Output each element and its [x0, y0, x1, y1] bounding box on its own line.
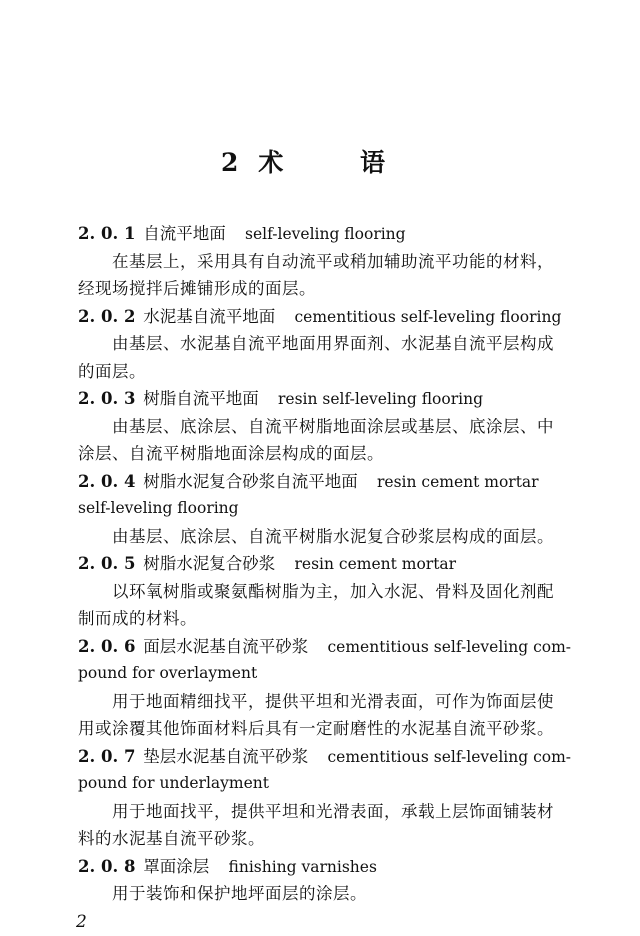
term-english-continued: self-leveling flooring: [78, 499, 239, 517]
term-number: 2. 0. 2: [78, 306, 136, 326]
term-definition-line: 由基层、水泥基自流平地面用界面剂、水泥基自流平层构成: [112, 334, 554, 353]
term-number: 2. 0. 6: [78, 636, 136, 656]
page-number: 2: [76, 912, 87, 932]
term-chinese: 树脂水泥复合砂浆自流平地面: [143, 471, 358, 491]
term-heading: [78, 853, 598, 881]
term-english: resin cement mortar: [294, 555, 457, 573]
term-english-continued: pound for underlayment: [78, 774, 269, 792]
chapter-title: [0, 146, 640, 180]
term-english: cementitious self-leveling flooring: [294, 307, 562, 326]
term-definition-line: 的面层。: [78, 361, 146, 381]
term-chinese: 罩面涂层: [143, 856, 210, 876]
term-number: 2. 0. 1: [78, 224, 136, 243]
term-english: resin cement mortar: [377, 472, 539, 491]
term-number: 2. 0. 8: [78, 856, 136, 876]
term-number: 2. 0. 5: [78, 554, 136, 573]
term-heading: [78, 633, 598, 661]
term-chinese: 自流平地面: [143, 224, 226, 243]
term-english: self-leveling flooring: [245, 225, 406, 243]
term-definition-line: 涂层、自流平树脂地面涂层构成的面层。: [78, 444, 384, 463]
term-definition-line: 在基层上，采用具有自动流平或稍加辅助流平功能的材料，: [112, 251, 554, 271]
term-heading: [78, 743, 598, 771]
term-definition-line: 用于装饰和保护地坪面层的涂层。: [112, 884, 367, 903]
chapter-number: 2: [220, 148, 239, 177]
term-definition-line: 由基层、底涂层、自流平树脂地面涂层或基层、底涂层、中: [112, 416, 554, 436]
term-definition-line: 用或涂覆其他饰面材料后具有一定耐磨性的水泥基自流平砂浆。: [78, 719, 554, 738]
terms-list: [78, 220, 598, 908]
term-heading: [78, 550, 598, 578]
term-heading: [78, 385, 598, 413]
term-heading: [78, 220, 598, 248]
term-number: 2. 0. 7: [78, 746, 136, 766]
term-english: finishing varnishes: [228, 857, 377, 876]
term-chinese: 水泥基自流平地面: [143, 306, 276, 326]
term-heading: [78, 468, 598, 496]
term-chinese: 树脂水泥复合砂浆: [143, 554, 276, 573]
term-definition-line: 料的水泥基自流平砂浆。: [78, 829, 265, 848]
term-definition-line: 经现场搅拌后摊铺形成的面层。: [78, 279, 316, 298]
term-definition-line: 以环氧树脂或聚氨酯树脂为主，加入水泥、骨料及固化剂配: [112, 581, 554, 601]
term-definition-line: 用于地面精细找平，提供平坦和光滑表面，可作为饰面层使: [112, 691, 554, 711]
term-chinese: 树脂自流平地面: [143, 389, 259, 408]
term-definition-line: 制而成的材料。: [78, 609, 197, 628]
term-number: 2. 0. 4: [78, 471, 136, 491]
term-definition-line: 由基层、底涂层、自流平树脂水泥复合砂浆层构成的面层。: [112, 526, 554, 546]
term-chinese: 垫层水泥基自流平砂浆: [143, 746, 309, 766]
term-heading: [78, 303, 598, 331]
term-english: cementitious self-leveling com-: [327, 747, 572, 766]
term-chinese: 面层水泥基自流平砂浆: [143, 636, 309, 656]
chapter-title-text: 术 语: [258, 148, 420, 177]
term-english-continued: pound for overlayment: [78, 664, 258, 682]
term-number: 2. 0. 3: [78, 389, 136, 408]
term-definition-line: 用于地面找平，提供平坦和光滑表面，承载上层饰面铺装材: [112, 801, 554, 821]
term-english: resin self-leveling flooring: [278, 390, 483, 408]
term-english: cementitious self-leveling com-: [327, 637, 572, 656]
